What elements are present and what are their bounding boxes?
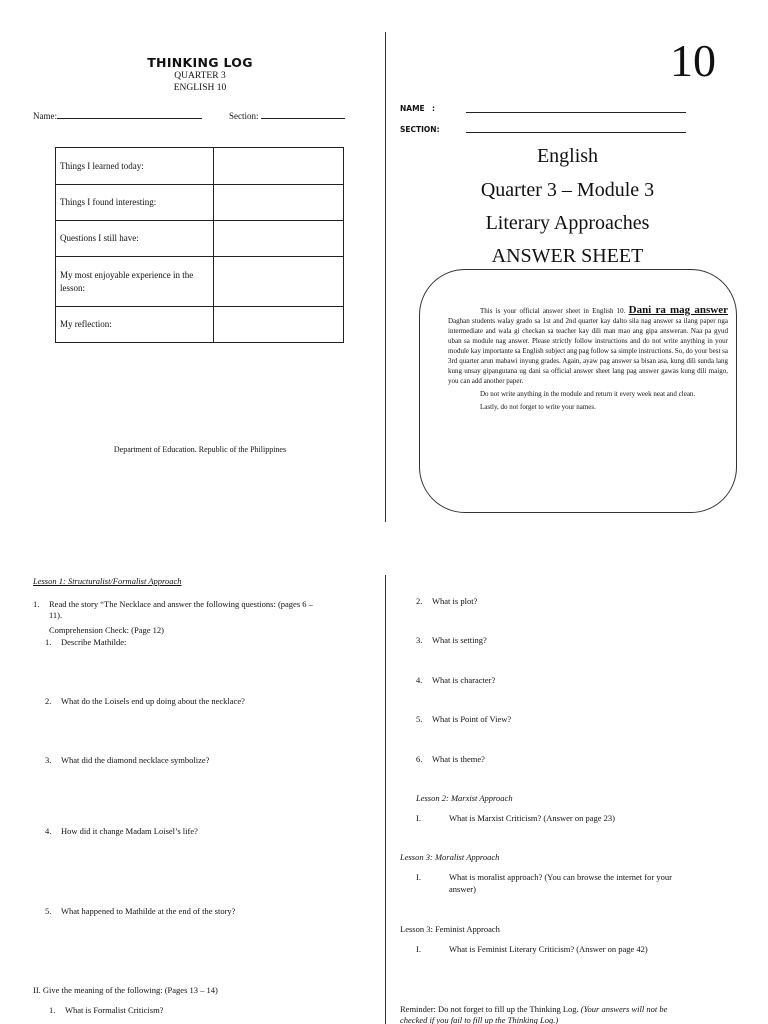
thinking-log-quarter: QUARTER 3: [174, 71, 226, 81]
lesson2-question: What is Marxist Criticism? (Answer on page 23): [449, 813, 615, 823]
thinking-log-table: [55, 147, 344, 343]
lesson3a-number: I.: [416, 872, 421, 882]
deped-footer: Department of Education. Republic of the Philippines: [113, 445, 287, 454]
rq-number: 3.: [416, 635, 423, 645]
lesson3-moralist-heading: Lesson 3: Moralist Approach: [400, 852, 500, 862]
instr-intro: This is your official answer sheet in English 10.: [480, 307, 626, 315]
reminder-note-cont: checked if you fail to fill up the Thinking Log.): [400, 1015, 559, 1024]
row-answer-cell[interactable]: [214, 148, 344, 185]
row-answer-cell[interactable]: [214, 257, 344, 307]
table-row: [56, 221, 344, 257]
instructions-text: [448, 305, 728, 415]
table-row: [56, 148, 344, 185]
instr-p2: Do not write anything in the module and return it every week neat and clean.: [480, 390, 696, 398]
part2-question-1: [49, 1005, 163, 1016]
row-answer-cell[interactable]: [214, 185, 344, 221]
rq-number: 4.: [416, 675, 423, 685]
sub-text: How did it change Madam Loisel’s life?: [61, 826, 198, 836]
right-question: [416, 714, 511, 725]
sub-number: 3.: [45, 755, 52, 765]
row-label: Things I learned today:: [56, 148, 214, 185]
rq-number: 5.: [416, 714, 423, 724]
sub-number: 4.: [45, 826, 52, 836]
table-row: [56, 257, 344, 307]
part2-heading: II. Give the meaning of the following: (Pages 13 – 14): [33, 985, 218, 995]
reminder: [400, 1004, 760, 1015]
lesson1-heading: Lesson 1: Structuralist/Formalist Approach: [33, 576, 182, 586]
as-name-blank[interactable]: [466, 104, 686, 113]
lesson3b-question: What is Feminist Literary Criticism? (Answer on page 42): [449, 944, 648, 954]
sub-question: [45, 755, 209, 766]
rq-text: What is plot?: [432, 596, 478, 606]
sub-number: 2.: [45, 696, 52, 706]
table-row: [56, 307, 344, 343]
rq-text: What is Point of View?: [432, 714, 512, 724]
sub-text: Describe Mathilde:: [61, 637, 127, 647]
as-name-label: NAME: [400, 104, 425, 113]
rq-text: What is character?: [432, 675, 496, 685]
section-label: Section:: [229, 111, 259, 121]
instr-body: Daghan students walay grado sa 1st and 2nd quarter kay dalto sila nag answer sa ilang paper nga intermediate and wala gi checkan sa teacher kay dili man mao ang gipa answeran. Naa pa gyud uban sa module nag answer. Please strictly follow instructions and do not write anything in your module kay importante sa English subject ang pag follow sa simple instructions. So, do your best sa 3rd quarter arun mabawi inyung grades. Again, ayaw pag answer sa bisan asa, kung dili sunda lang kung unsay gipangutana ug dani sa official answer sheet lang pag answer gawas kung dili maigo, you can add another paper.: [448, 317, 728, 385]
lesson2-number: I.: [416, 813, 421, 823]
sheet-subject: English: [536, 145, 599, 167]
rq-number: 6.: [416, 754, 423, 764]
question-1: [33, 599, 368, 610]
sheet-module: Quarter 3 – Module 3: [480, 179, 655, 201]
name-label: Name:: [33, 111, 57, 121]
lesson3-feminist-heading: Lesson 3: Feminist Approach: [400, 924, 500, 934]
section-line[interactable]: [229, 110, 345, 121]
right-question: [416, 754, 485, 765]
sub-question: [45, 637, 126, 648]
sub-number: 1.: [49, 1005, 56, 1015]
sub-text: What happened to Mathilde at the end of the story?: [61, 906, 236, 916]
rq-text: What is theme?: [432, 754, 485, 764]
as-section-label: SECTION:: [400, 125, 440, 134]
row-answer-cell[interactable]: [214, 307, 344, 343]
as-name-colon: :: [432, 104, 435, 113]
row-label: Things I found interesting:: [56, 185, 214, 221]
section-blank[interactable]: [261, 110, 345, 119]
sub-text: What did the diamond necklace symbolize?: [61, 755, 210, 765]
sub-number: 1.: [45, 637, 52, 647]
sheet-answer-heading: ANSWER SHEET: [491, 245, 644, 267]
as-section-blank[interactable]: [466, 124, 686, 133]
q1-text-cont: 11).: [49, 610, 63, 620]
page-divider-bottom: [385, 575, 386, 1024]
name-blank[interactable]: [57, 110, 202, 119]
lesson2-heading: Lesson 2: Marxist Approach: [416, 793, 513, 803]
instr-emphasis: Dani ra mag answer: [628, 304, 728, 316]
right-question: [416, 635, 487, 646]
page-divider-top: [385, 32, 386, 522]
right-question: [416, 675, 495, 686]
reminder-text: Reminder: Do not forget to fill up the Thinking Log.: [400, 1004, 579, 1014]
instr-p3: Lastly, do not forget to write your names.: [480, 403, 596, 411]
lesson3b-number: I.: [416, 944, 421, 954]
page-number: 10: [670, 35, 716, 86]
thinking-log-title: THINKING LOG: [147, 55, 253, 70]
sub-question: [45, 826, 198, 837]
lesson3a-question-cont: answer): [449, 884, 476, 894]
table-row: [56, 185, 344, 221]
thinking-log-subject: ENGLISH 10: [173, 83, 227, 93]
row-label: My reflection:: [56, 307, 214, 343]
rq-text: What is setting?: [432, 635, 487, 645]
sub-question: [45, 696, 245, 707]
reminder-note: (Your answers will not be: [580, 1004, 668, 1014]
q1-number: 1.: [33, 599, 40, 609]
comprehension-check: Comprehension Check: (Page 12): [49, 625, 164, 635]
right-question: [416, 596, 477, 607]
lesson3a-question: What is moralist approach? (You can browse the internet for your: [449, 872, 672, 882]
row-label: Questions I still have:: [56, 221, 214, 257]
sub-text: What do the Loisels end up doing about the necklace?: [61, 696, 245, 706]
rq-number: 2.: [416, 596, 423, 606]
sub-number: 5.: [45, 906, 52, 916]
sub-question: [45, 906, 235, 917]
name-line[interactable]: [33, 110, 202, 121]
q1-text: Read the story “The Necklace and answer the following questions: (pages 6 –: [49, 599, 313, 609]
sheet-topic: Literary Approaches: [485, 212, 650, 234]
row-label: My most enjoyable experience in the lesson:: [56, 257, 214, 307]
row-answer-cell[interactable]: [214, 221, 344, 257]
sub-text: What is Formalist Criticism?: [65, 1005, 164, 1015]
